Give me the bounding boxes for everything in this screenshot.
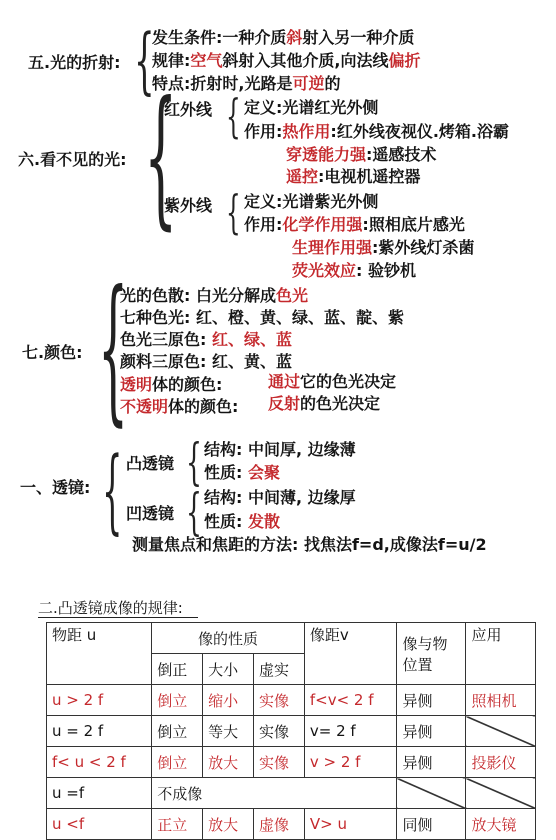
infrared-brace: { [226,89,241,143]
cell-application-empty [466,778,536,809]
imaging-rules-title: 二.凸透镜成像的规律: [38,599,183,617]
header-image-nature: 像的性质 [152,623,305,654]
cell-size: 放大 [203,809,254,840]
table-row [47,685,536,716]
cell-v: f<v< 2 f [304,685,397,716]
invisible-light-title: 六.看不见的光: [18,150,127,169]
color-pigment-primaries: 颜料三原色: 红、黄、蓝 [120,352,292,371]
cell-real-virtual: 实像 [253,716,304,747]
header-size: 大小 [203,654,254,685]
header-orientation: 倒正 [152,654,203,685]
cell-v: V> u [304,809,397,840]
color-transparent: 透明体的颜色: [120,375,223,394]
cell-position: 异侧 [397,747,466,778]
cell-size: 等大 [203,716,254,747]
ultraviolet-label: 紫外线 [164,196,213,215]
cell-application: 照相机 [466,685,536,716]
convex-lens-brace: { [186,433,202,491]
color-dispersion: 光的色散: 白光分解成色光 [120,286,308,305]
cell-orientation: 倒立 [152,685,203,716]
convex-lens-label: 凸透镜 [126,454,175,473]
cell-u: u = 2 f [47,716,152,747]
refraction-condition: 发生条件:一种介质斜射入另一种介质 [152,28,415,47]
header-object-distance: 物距 u [47,623,152,685]
infrared-use-2: 穿透能力强:遥感技术 [286,145,437,164]
refraction-rule: 规律:空气斜射入其他介质,向法线偏折 [152,51,421,70]
concave-property: 性质: 发散 [204,512,280,531]
cell-position: 同侧 [397,809,466,840]
cell-u: f< u < 2 f [47,747,152,778]
convex-property: 性质: 会聚 [204,463,280,482]
ultraviolet-use-2: 生理作用强:紫外线灯杀菌 [292,238,475,257]
cell-application-empty [466,716,536,747]
concave-lens-brace: { [186,483,202,541]
cell-v: v= 2 f [304,716,397,747]
ultraviolet-use-3: 荧光效应: 验钞机 [292,261,416,280]
title-underline [38,617,198,618]
table-row [47,747,536,778]
header-image-distance: 像距v [304,623,397,685]
color-light-primaries: 色光三原色: 红、绿、蓝 [120,330,292,349]
cell-real-virtual: 虚像 [253,809,304,840]
cell-real-virtual: 实像 [253,747,304,778]
table-row [47,809,536,840]
color-opaque: 不透明体的颜色: [120,397,239,416]
cell-orientation: 倒立 [152,716,203,747]
table-row [47,778,536,809]
infrared-use-1: 作用:热作用:红外线夜视仪.烤箱.浴霸 [244,122,509,141]
cell-size: 放大 [203,747,254,778]
color-transparent-rule: 通过它的色光决定 [268,372,397,391]
color-brace: { [98,257,129,441]
refraction-feature: 特点:折射时,光路是可逆的 [152,74,341,93]
cell-position: 异侧 [397,716,466,747]
invisible-light-brace: { [144,70,178,244]
concave-lens-label: 凹透镜 [126,504,175,523]
infrared-definition: 定义:光谱红光外侧 [244,98,379,117]
header-position: 像与物位置 [397,623,466,685]
color-opaque-rule: 反射的色光决定 [268,394,381,413]
cell-u: u > 2 f [47,685,152,716]
cell-size: 缩小 [203,685,254,716]
cell-orientation: 倒立 [152,747,203,778]
header-real-virtual: 虚实 [253,654,304,685]
cell-v: v > 2 f [304,747,397,778]
cell-position: 异侧 [397,685,466,716]
lens-title: 一、透镜: [20,478,91,497]
infrared-label: 红外线 [164,100,213,119]
cell-u: u =f [47,778,152,809]
ultraviolet-brace: { [226,185,241,239]
refraction-brace: { [134,18,155,102]
focal-length-method: 测量焦点和焦距的方法: 找焦法f=d,成像法f=u/2 [132,535,487,554]
infrared-use-3: 遥控:电视机遥控器 [286,167,421,186]
table-row [47,716,536,747]
imaging-rules-table [46,622,536,840]
cell-application: 放大镜 [466,809,536,840]
cell-no-image: 不成像 [152,778,397,809]
concave-structure: 结构: 中间薄, 边缘厚 [204,488,356,507]
cell-real-virtual: 实像 [253,685,304,716]
cell-orientation: 正立 [152,809,203,840]
cell-position-empty [397,778,466,809]
cell-u: u <f [47,809,152,840]
cell-application: 投影仪 [466,747,536,778]
header-application: 应用 [466,623,536,685]
ultraviolet-use-1: 作用:化学作用强:照相底片感光 [244,215,465,234]
lens-brace: { [102,437,123,544]
color-seven-lights: 七种色光: 红、橙、黄、绿、蓝、靛、紫 [120,308,404,327]
color-title: 七.颜色: [22,343,83,362]
ultraviolet-definition: 定义:光谱紫光外侧 [244,192,379,211]
refraction-title: 五.光的折射: [28,53,121,72]
convex-structure: 结构: 中间厚, 边缘薄 [204,440,356,459]
